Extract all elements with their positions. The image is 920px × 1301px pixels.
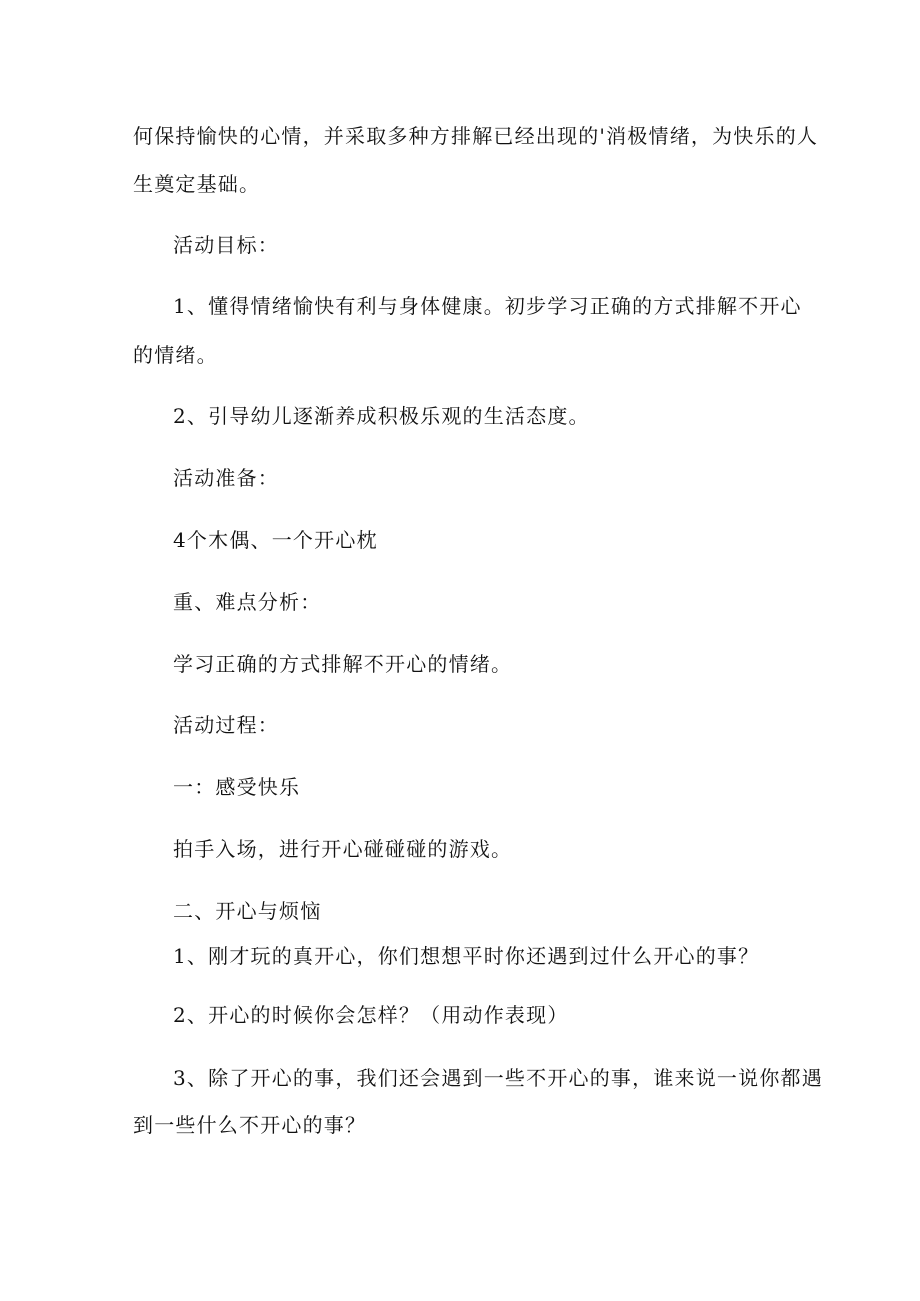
paragraph-line: 3、除了开心的事，我们还会遇到一些不开心的事，谁来说一说你都遇 [173, 1066, 823, 1090]
paragraph-line: 何保持愉快的心情，并采取多种方排解已经出现的'消极情绪，为快乐的人 [133, 124, 819, 148]
paragraph-line: 学习正确的方式排解不开心的情绪。 [173, 652, 513, 676]
paragraph-line: 到一些什么不开心的事？ [133, 1113, 367, 1137]
paragraph-line: 拍手入场，进行开心碰碰碰的游戏。 [173, 837, 513, 861]
section-heading: 重、难点分析： [173, 590, 322, 614]
paragraph-line: 4个木偶、一个开心枕 [173, 528, 378, 552]
paragraph-line: 1、刚才玩的真开心，你们想想平时你还遇到过什么开心的事？ [173, 944, 760, 968]
section-heading: 活动目标： [173, 233, 279, 257]
subsection-heading: 二、开心与烦恼 [173, 899, 322, 923]
paragraph-line: 1、懂得情绪愉快有利与身体健康。初步学习正确的方式排解不开心 [173, 294, 802, 318]
section-heading: 活动过程： [173, 713, 279, 737]
paragraph-line: 的情绪。 [133, 343, 218, 367]
paragraph-line: 生奠定基础。 [133, 172, 261, 196]
paragraph-line: 2、开心的时候你会怎样？（用动作表现） [173, 1003, 569, 1027]
subsection-heading: 一：感受快乐 [173, 775, 301, 799]
section-heading: 活动准备： [173, 466, 279, 490]
paragraph-line: 2、引导幼儿逐渐养成积极乐观的生活态度。 [173, 404, 590, 428]
